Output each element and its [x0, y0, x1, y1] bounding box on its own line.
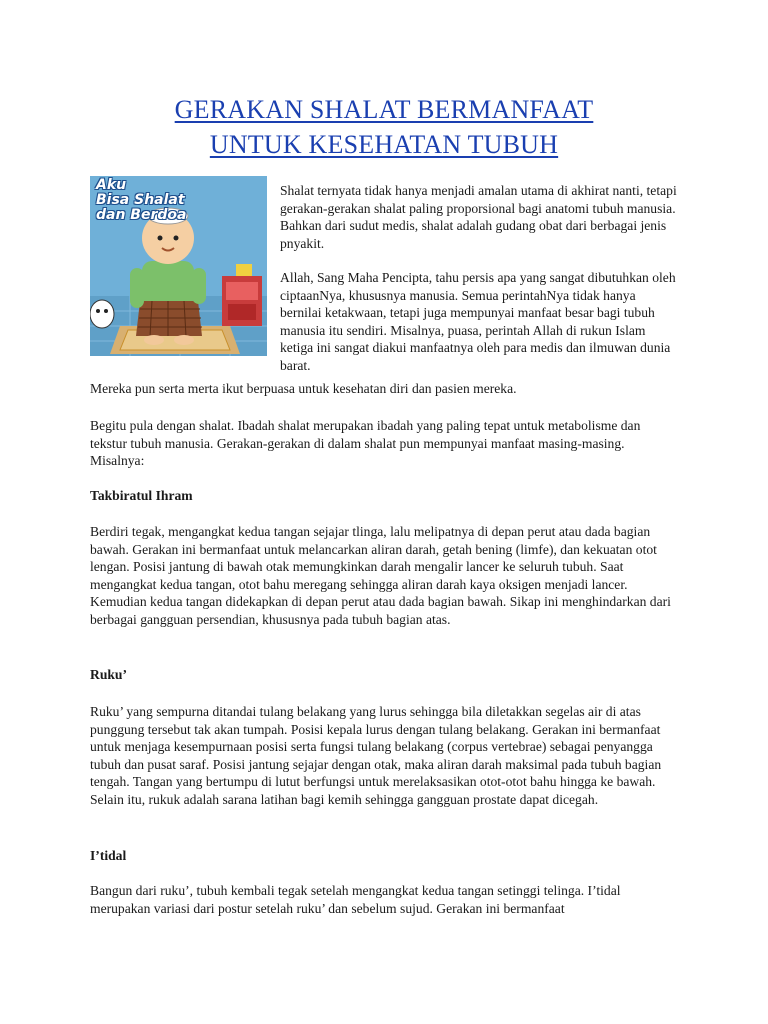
ruku-text: Ruku’ yang sempurna ditandai tulang belakang yang lurus sehingga bila diletakkan segelas air di atas punggung tersebut tak akan tumpah. Posisi kepala lurus dengan tulang belakang. Gerakan ini bermanfaat untuk menjaga kesempurnaan posisi serta fungsi tulang belakang (corpus vertebrae) sebagai penyangga tubuh dan pusat saraf. Posisi jantung sejajar dengan otak, maka aliran darah maksimal pada tubuh bagian tengah. Tangan yang bertumpu di lutut berfungsi untuk merelaksasikan otot-otot bahu hingga ke bawah. Selain itu, rukuk adalah sarana latihan bagi kemih sehingga gangguan prostate dapat dicegah.	[90, 704, 662, 807]
cover-line-1: Aku	[96, 177, 127, 193]
intro-paragraph-2-continued: Mereka pun serta merta ikut berpuasa untuk kesehatan diri dan pasien mereka.	[90, 381, 517, 396]
heading-itidal: I’tidal	[90, 848, 127, 863]
intro-paragraph-1: Shalat ternyata tidak hanya menjadi amalan utama di akhirat nanti, tetapi gerakan-gerakan shalat paling proporsional bagi anatomi tubuh manusia. Bahkan dari sudut medis, shalat adalah gudang obat dari berbagai jenis pnyakit.	[280, 183, 677, 251]
book-cover-title	[96, 178, 186, 223]
takbiratul-ihram-text: Berdiri tegak, mengangkat kedua tangan sejajar tlinga, lalu melipatnya di depan perut atau dada bagian bawah. Gerakan ini bermanfaat untuk melancarkan aliran darah, getah bening (limfe), dan kekuatan otot lengan. Posisi jantung di bawah otak memungkinkan darah mengalir lancer ke seluruh tubuh. Saat mengangkat kedua tangan, otot bahu meregang sehingga aliran darah kaya oksigen menjadi lancer. Kemudian kedua tangan didekapkan di depan perut atau dada bagian bawah. Sikap ini menghindarkan dari berbagai gangguan persendian, khususnya pada tubuh bagian atas.	[90, 524, 671, 627]
article-title	[90, 92, 678, 162]
title-line-2: UNTUK KESEHATAN TUBUH	[209, 130, 559, 159]
intro-paragraph-2: Allah, Sang Maha Pencipta, tahu persis apa yang sangat dibutuhkan oleh ciptaanNya, khususnya manusia. Semua perintahNya tidak hanya bernilai ketakwaan, tetapi juga mempunyai manfaat besar bagi tubuh manusia itu sendiri. Misalnya, puasa, perintah Allah di rukun Islam ketiga ini sangat diakui manfaatnya oleh para medis dan ilmuwan dunia barat.	[280, 270, 676, 373]
cover-line-3: dan Berdoa	[96, 207, 187, 223]
book-cover-illustration	[90, 176, 267, 356]
heading-takbiratul-ihram: Takbiratul Ihram	[90, 488, 193, 503]
itidal-text: Bangun dari ruku’, tubuh kembali tegak setelah mengangkat kedua tangan setinggi telinga. I’tidal merupakan variasi dari postur setelah ruku’ dan sebelum sujud. Gerakan ini bermanfaat	[90, 883, 621, 916]
heading-ruku: Ruku’	[90, 667, 128, 682]
intro-paragraph-3: Begitu pula dengan shalat. Ibadah shalat merupakan ibadah yang paling tepat untuk metabolisme dan tekstur tubuh manusia. Gerakan-gerakan di dalam shalat pun mempunyai manfaat masing-masing. Misalnya:	[90, 418, 641, 468]
cover-line-2: Bisa Shalat	[96, 192, 185, 208]
title-line-1: GERAKAN SHALAT BERMANFAAT	[174, 95, 594, 124]
